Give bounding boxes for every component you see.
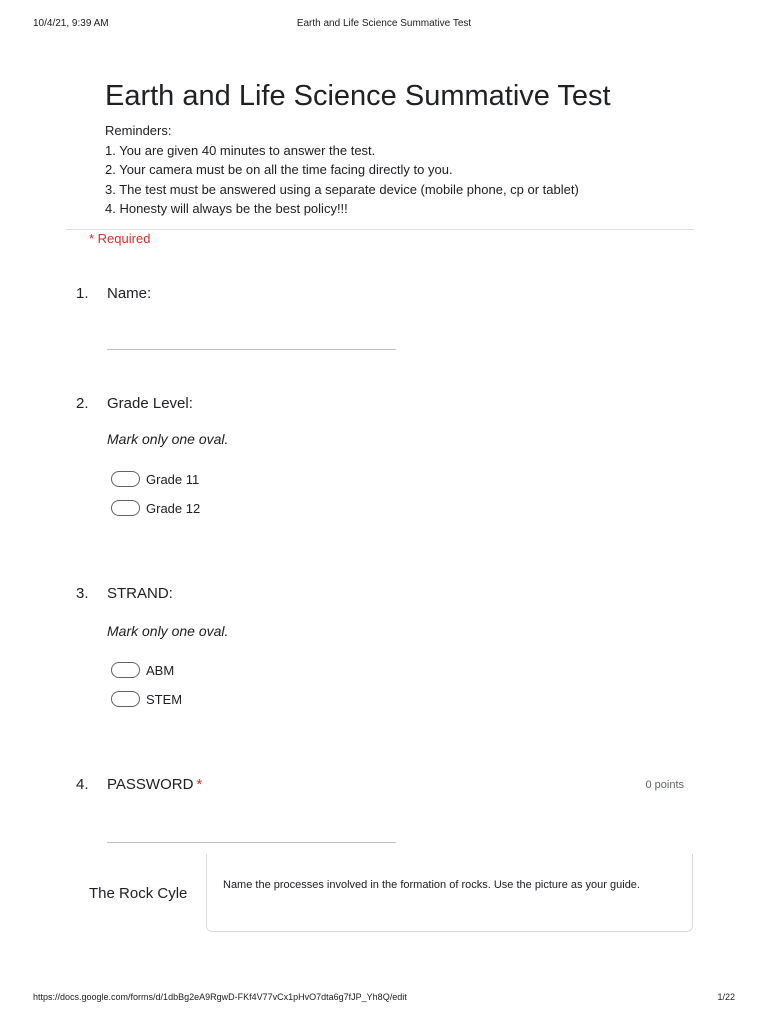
header-divider (66, 229, 694, 230)
question-label: PASSWORD (107, 776, 194, 793)
description-line: 2. Your camera must be on all the time facing directly to you. (105, 162, 453, 177)
option-label: Grade 12 (146, 501, 201, 516)
description-line: 3. The test must be answered using a separate device (mobile phone, cp or tablet) (105, 181, 579, 197)
section-title: The Rock Cyle (89, 885, 188, 902)
print-datetime: 10/4/21, 9:39 AM (33, 18, 109, 29)
option-label: ABM (146, 663, 175, 678)
question-number: 2. (76, 395, 89, 412)
radio-oval[interactable] (111, 471, 140, 487)
form-description (105, 121, 579, 219)
question-hint: Mark only one oval. (107, 431, 229, 447)
form-title: Earth and Life Science Summative Test (105, 80, 611, 112)
question-hint: Mark only one oval. (107, 623, 229, 639)
print-footer (0, 992, 768, 1006)
radio-oval[interactable] (111, 500, 140, 516)
section-card (206, 854, 693, 932)
question-number: 1. (76, 285, 89, 302)
option-label: Grade 11 (146, 472, 200, 487)
option-label: STEM (146, 692, 183, 707)
password-answer-field[interactable] (107, 842, 396, 843)
radio-oval[interactable] (111, 662, 140, 678)
question-text: Name: (107, 285, 152, 302)
question-number: 3. (76, 585, 89, 602)
print-title: Earth and Life Science Summative Test (296, 18, 472, 29)
description-line: 4. Honesty will always be the best policy!!! (105, 201, 348, 216)
section-description: Name the processes involved in the formation of rocks. Use the picture as your guide. (223, 879, 640, 891)
description-line: Reminders: (105, 123, 172, 138)
question-number: 4. (76, 776, 89, 793)
page-number: 1/22 (717, 992, 735, 1002)
question-text: Grade Level: (107, 395, 193, 412)
print-url: https://docs.google.com/forms/d/1dbBg2eA9RgwD-FKf4V77vCx1pHvO7dta6g7fJP_Yh8Q/edit (33, 992, 407, 1002)
print-header (0, 18, 768, 32)
required-star: * (196, 776, 203, 793)
radio-oval[interactable] (111, 691, 140, 707)
description-line: 1. You are given 40 minutes to answer the test. (105, 142, 376, 158)
question-text (107, 776, 202, 793)
required-note: * Required (89, 231, 151, 246)
name-answer-field[interactable] (107, 349, 396, 350)
question-points: 0 points (645, 779, 684, 791)
question-text: STRAND: (107, 585, 173, 602)
